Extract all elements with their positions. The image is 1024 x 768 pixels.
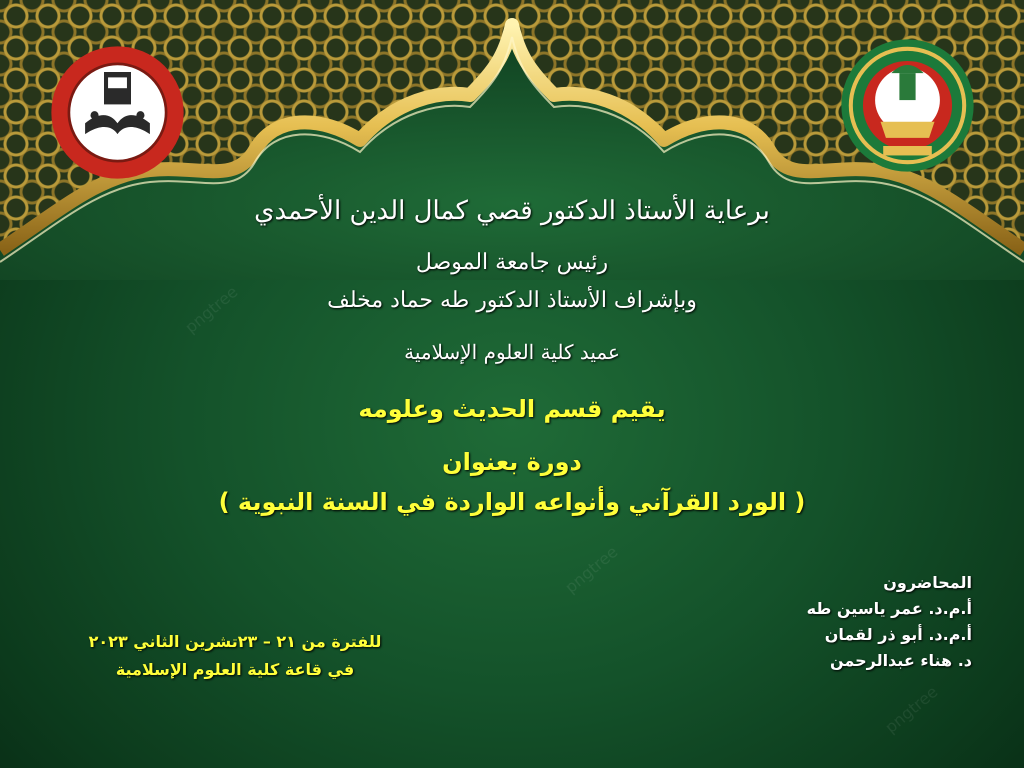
college-seal-icon bbox=[840, 38, 975, 173]
supervisor-line: وبإشراف الأستاذ الدكتور طه حماد مخلف bbox=[327, 288, 697, 313]
watermark: pngtree bbox=[881, 682, 942, 737]
period-venue: في قاعة كلية العلوم الإسلامية bbox=[115, 660, 355, 679]
patron-title: رئيس جامعة الموصل bbox=[415, 250, 609, 275]
organizer-line: يقيم قسم الحديث وعلومه bbox=[358, 395, 666, 423]
lecturer-name: أ.م.د. أبو ذر لقمان bbox=[824, 625, 972, 644]
period-dates: للفترة من ٢١ – ٢٣تشرين الثاني ٢٠٢٣ bbox=[88, 632, 382, 651]
course-title: ( الورد القرآني وأنواعه الواردة في السنة النبوية ) bbox=[218, 488, 806, 516]
supervisor-title: عميد كلية العلوم الإسلامية bbox=[404, 340, 620, 364]
lecturer-name: أ.م.د. عمر ياسين طه bbox=[806, 599, 972, 618]
course-period bbox=[40, 628, 430, 684]
watermark: pngtree bbox=[561, 542, 622, 597]
lecturers-list bbox=[672, 570, 972, 674]
college-islamic-sciences-logo bbox=[840, 38, 975, 173]
course-intro: دورة بعنوان bbox=[442, 448, 582, 476]
lecturer-name: د. هناء عبدالرحمن bbox=[829, 651, 972, 670]
watermark: pngtree bbox=[181, 282, 242, 337]
patron-line: برعاية الأستاذ الدكتور قصي كمال الدين الأحمدي bbox=[254, 196, 770, 226]
lecturers-heading: المحاضرون bbox=[883, 573, 972, 592]
university-of-mosul-logo bbox=[50, 45, 185, 180]
university-seal-icon bbox=[50, 45, 185, 180]
